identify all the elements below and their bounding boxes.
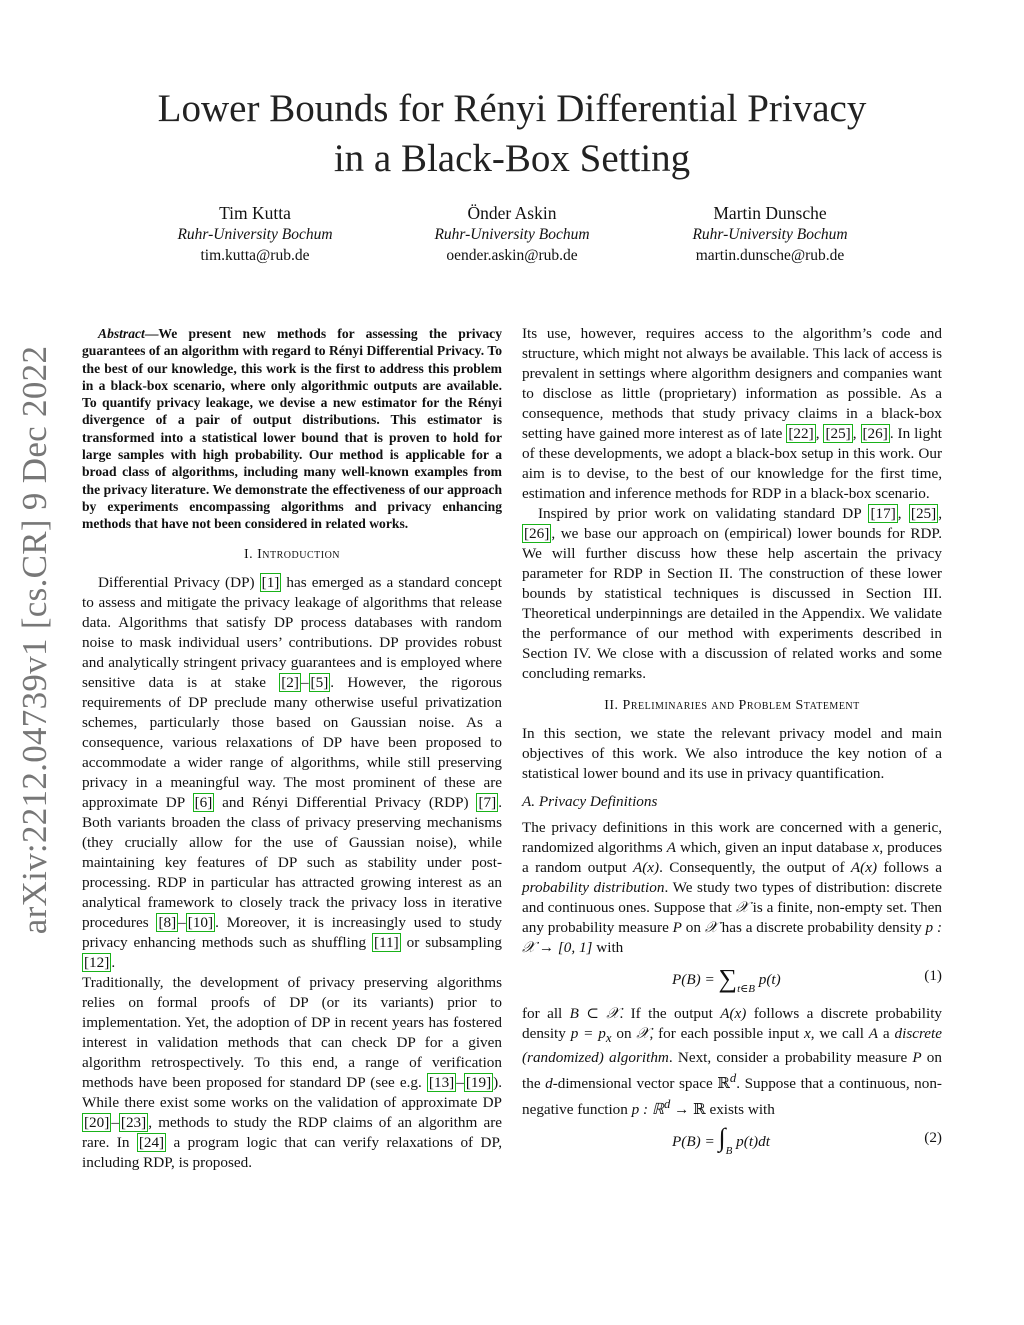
intro-paragraph-3: Its use, however, requires access to the algorithm’s code and structure, which might not always be available. This lack of access is prevalent in settings where algorithm designers and companies want to disclose as little (proprietary) information as possible. As a consequence, methods that study privacy claims in a black-box setting have gained more interest as of late [22] , [25] , [26] . In light of these developments, we adopt a black-box setup in this work. Our aim is to devise, to the best of our knowledge for the first time, estimation and inference methods for RDP in a black-box scenario. bbox=[522, 325, 943, 502]
citation-link[interactable]: [24] bbox=[138, 1133, 165, 1151]
equation-2: $P(B) = \int_B$ p(t)dt (2) bbox=[672, 1123, 942, 1158]
citation-link[interactable]: [26] bbox=[524, 525, 550, 542]
citation-link[interactable]: [22] bbox=[788, 425, 814, 442]
author-block-3 bbox=[640, 203, 900, 266]
author-name: Martin Dunsche bbox=[713, 203, 827, 223]
equation-number: (2) bbox=[924, 1129, 942, 1147]
citation-link[interactable]: [19] bbox=[465, 1073, 492, 1091]
section-heading-introduction: I. Introduction bbox=[243, 546, 341, 562]
citation-link[interactable]: [7] bbox=[478, 793, 497, 811]
author-block-2 bbox=[382, 203, 642, 266]
citation-link[interactable]: [25] bbox=[825, 425, 851, 442]
equation-1: $P(B) = \sum_{t\in B}$ p(t) (1) bbox=[672, 964, 942, 995]
author-name: Tim Kutta bbox=[219, 203, 291, 223]
citation-link[interactable]: [26] bbox=[862, 425, 888, 442]
author-email: martin.dunsche@rub.de bbox=[695, 247, 845, 264]
arxiv-id: arXiv:2212.04739v1 [cs.CR] 9 Dec 2022 bbox=[15, 345, 54, 935]
citation-link[interactable]: [8] bbox=[158, 913, 177, 931]
intro-paragraph-4: Inspired by prior work on validating standard DP [17] , [25] , [26] , we base our approach on (empirical) lower bounds for RDP. We will further discuss how these help ascertain the privacy parameter for RDP in Section II. The construction of these lower bounds by statistical techniques is discussed in Section III. Theoretical underpinnings are detailed in the Appendix. We validate the performance of our method with experiments described in Section IV. We close with a discussion of related works and some concluding remarks. bbox=[522, 505, 943, 682]
citation-link[interactable]: [23] bbox=[120, 1113, 147, 1131]
author-email: tim.kutta@rub.de bbox=[200, 247, 310, 264]
citation-link[interactable]: [10] bbox=[187, 913, 214, 931]
citation-link[interactable]: [12] bbox=[84, 953, 110, 971]
author-email: oender.askin@rub.de bbox=[446, 247, 578, 264]
title-line-1: Lower Bounds for Rényi Differential Privacy bbox=[157, 87, 867, 130]
equation-number: (1) bbox=[924, 967, 942, 984]
intro-paragraph-2: Traditionally, the development of privacy preserving algorithms relies on formal proofs of DP (or its variants) prior to implementation. Yet, the adoption of DP in recent years has fostered interest in validation methods that can check DP for a given algorithm retrospectively. To this end, a range of verification methods have been proposed for standard DP (see e.g. [13] – [19] ). While there exist some works on the validation of approximate DP [20] – [23] , methods to study the RDP claims of an algorithm are rare. In [24] a program logic that can verify relaxations of DP, including RDP, is proposed. bbox=[82, 973, 503, 1171]
author-affiliation: Ruhr-University Bochum bbox=[434, 226, 590, 243]
arxiv-stamp bbox=[0, 0, 70, 1325]
privacy-definitions-paragraph-1: The privacy definitions in this work are concerned with a generic, randomized algorithms A which, given an input database x, produces a random output A(x). Consequently, the output of A(x) follows a probability distribution. We study two types of distribution: discrete and continuous ones. Suppose that 𝒳 is a finite, non-empty set. Then any probability measure P on 𝒳 has a discrete probability density p : 𝒳 → [0, 1] with bbox=[522, 819, 943, 956]
citation-link[interactable]: [13] bbox=[428, 1073, 455, 1091]
paper-title bbox=[100, 84, 924, 184]
title-line-2: in a Black-Box Setting bbox=[333, 137, 691, 180]
abstract bbox=[82, 325, 502, 533]
section-heading-preliminaries: II. Preliminaries and Problem Statement bbox=[604, 698, 860, 713]
citation-link[interactable]: [5] bbox=[310, 673, 329, 691]
right-column bbox=[522, 324, 942, 1166]
privacy-definitions-paragraph-2: for all B ⊂ 𝒳. If the output A(x) follows a discrete probability density $p = p_x$ on 𝒳, for each possible input x, we call A a discrete (randomized) algorithm. Next, consider a probability measure P on the d-dimensional vector space ℝ$^d$. Suppose that a continuous, non-negative function p : ℝ$^d$ → ℝ exists with bbox=[522, 1005, 943, 1119]
author-name: Önder Askin bbox=[467, 203, 557, 223]
citation-link[interactable]: [25] bbox=[910, 505, 937, 522]
preliminaries-paragraph-1: In this section, we state the relevant privacy model and main objectives of this work. We also introduce the key notion of a statistical lower bound and its use in privacy quantification. bbox=[522, 725, 942, 782]
abstract-label: Abstract bbox=[98, 326, 145, 341]
abstract-text: —We present new methods for assessing the privacy guarantees of an algorithm with regard to Rényi Differential Privacy. To the best of our knowledge, this work is the first to address this problem in a black-box scenario, where only algorithmic outputs are available. To quantify privacy leakage, we devise a new estimator for the Rényi divergence of a pair of output distributions. This estimator is transformed into a statistical lower bound that is proven to hold for large samples with high probability. Our method is applicable for a broad class of algorithms, including many well-known examples from the privacy literature. We demonstrate the effectiveness of our approach by experiments encompassing algorithms and privacy enhancing methods that have not been considered in related works. bbox=[82, 326, 502, 532]
citation-link[interactable]: [11] bbox=[373, 933, 399, 951]
citation-link[interactable]: [17] bbox=[870, 505, 896, 522]
left-column bbox=[82, 325, 502, 1173]
citation-link[interactable]: [20] bbox=[84, 1113, 110, 1131]
intro-paragraph-1: Differential Privacy (DP) [1] has emerged as a standard concept to assess and mitigate the privacy leakage of algorithms that release data. Algorithms that satisfy DP process databases with random noise to mask individual users’ contributions. DP provides robust and analytically stringent privacy guarantees and is employed where sensitive data is at stake [2] – [5] . However, the rigorous requirements of DP preclude many otherwise useful privatization schemes, particularly those based on Gaussian noise. As a consequence, various relaxations of DP have been proposed to accommodate a wider range of algorithms, while still preserving privacy in a meaningful way. The most prominent of these are approximate DP [6] and Rényi Differential Privacy (RDP) [7] . Both variants broaden the class of privacy preserving mechanisms (they crucially allow for the use of Gaussian noise), while maintaining key features of DP such as stability under post-processing. RDP in particular has attracted growing interest as an analytical framework to closely track the privacy loss in iterative procedures [8] – [10] . Moreover, it is increasingly used to study privacy enhancing methods such as shuffling [11] or subsampling [12] . bbox=[82, 573, 503, 971]
subsection-heading-privacy-definitions: A. Privacy Definitions bbox=[522, 793, 658, 810]
citation-link[interactable]: [2] bbox=[281, 673, 299, 691]
author-affiliation: Ruhr-University Bochum bbox=[692, 226, 848, 243]
author-block-1 bbox=[125, 203, 385, 266]
author-affiliation: Ruhr-University Bochum bbox=[177, 226, 333, 243]
citation-link[interactable]: [6] bbox=[194, 793, 213, 811]
citation-link[interactable]: [1] bbox=[261, 573, 280, 591]
